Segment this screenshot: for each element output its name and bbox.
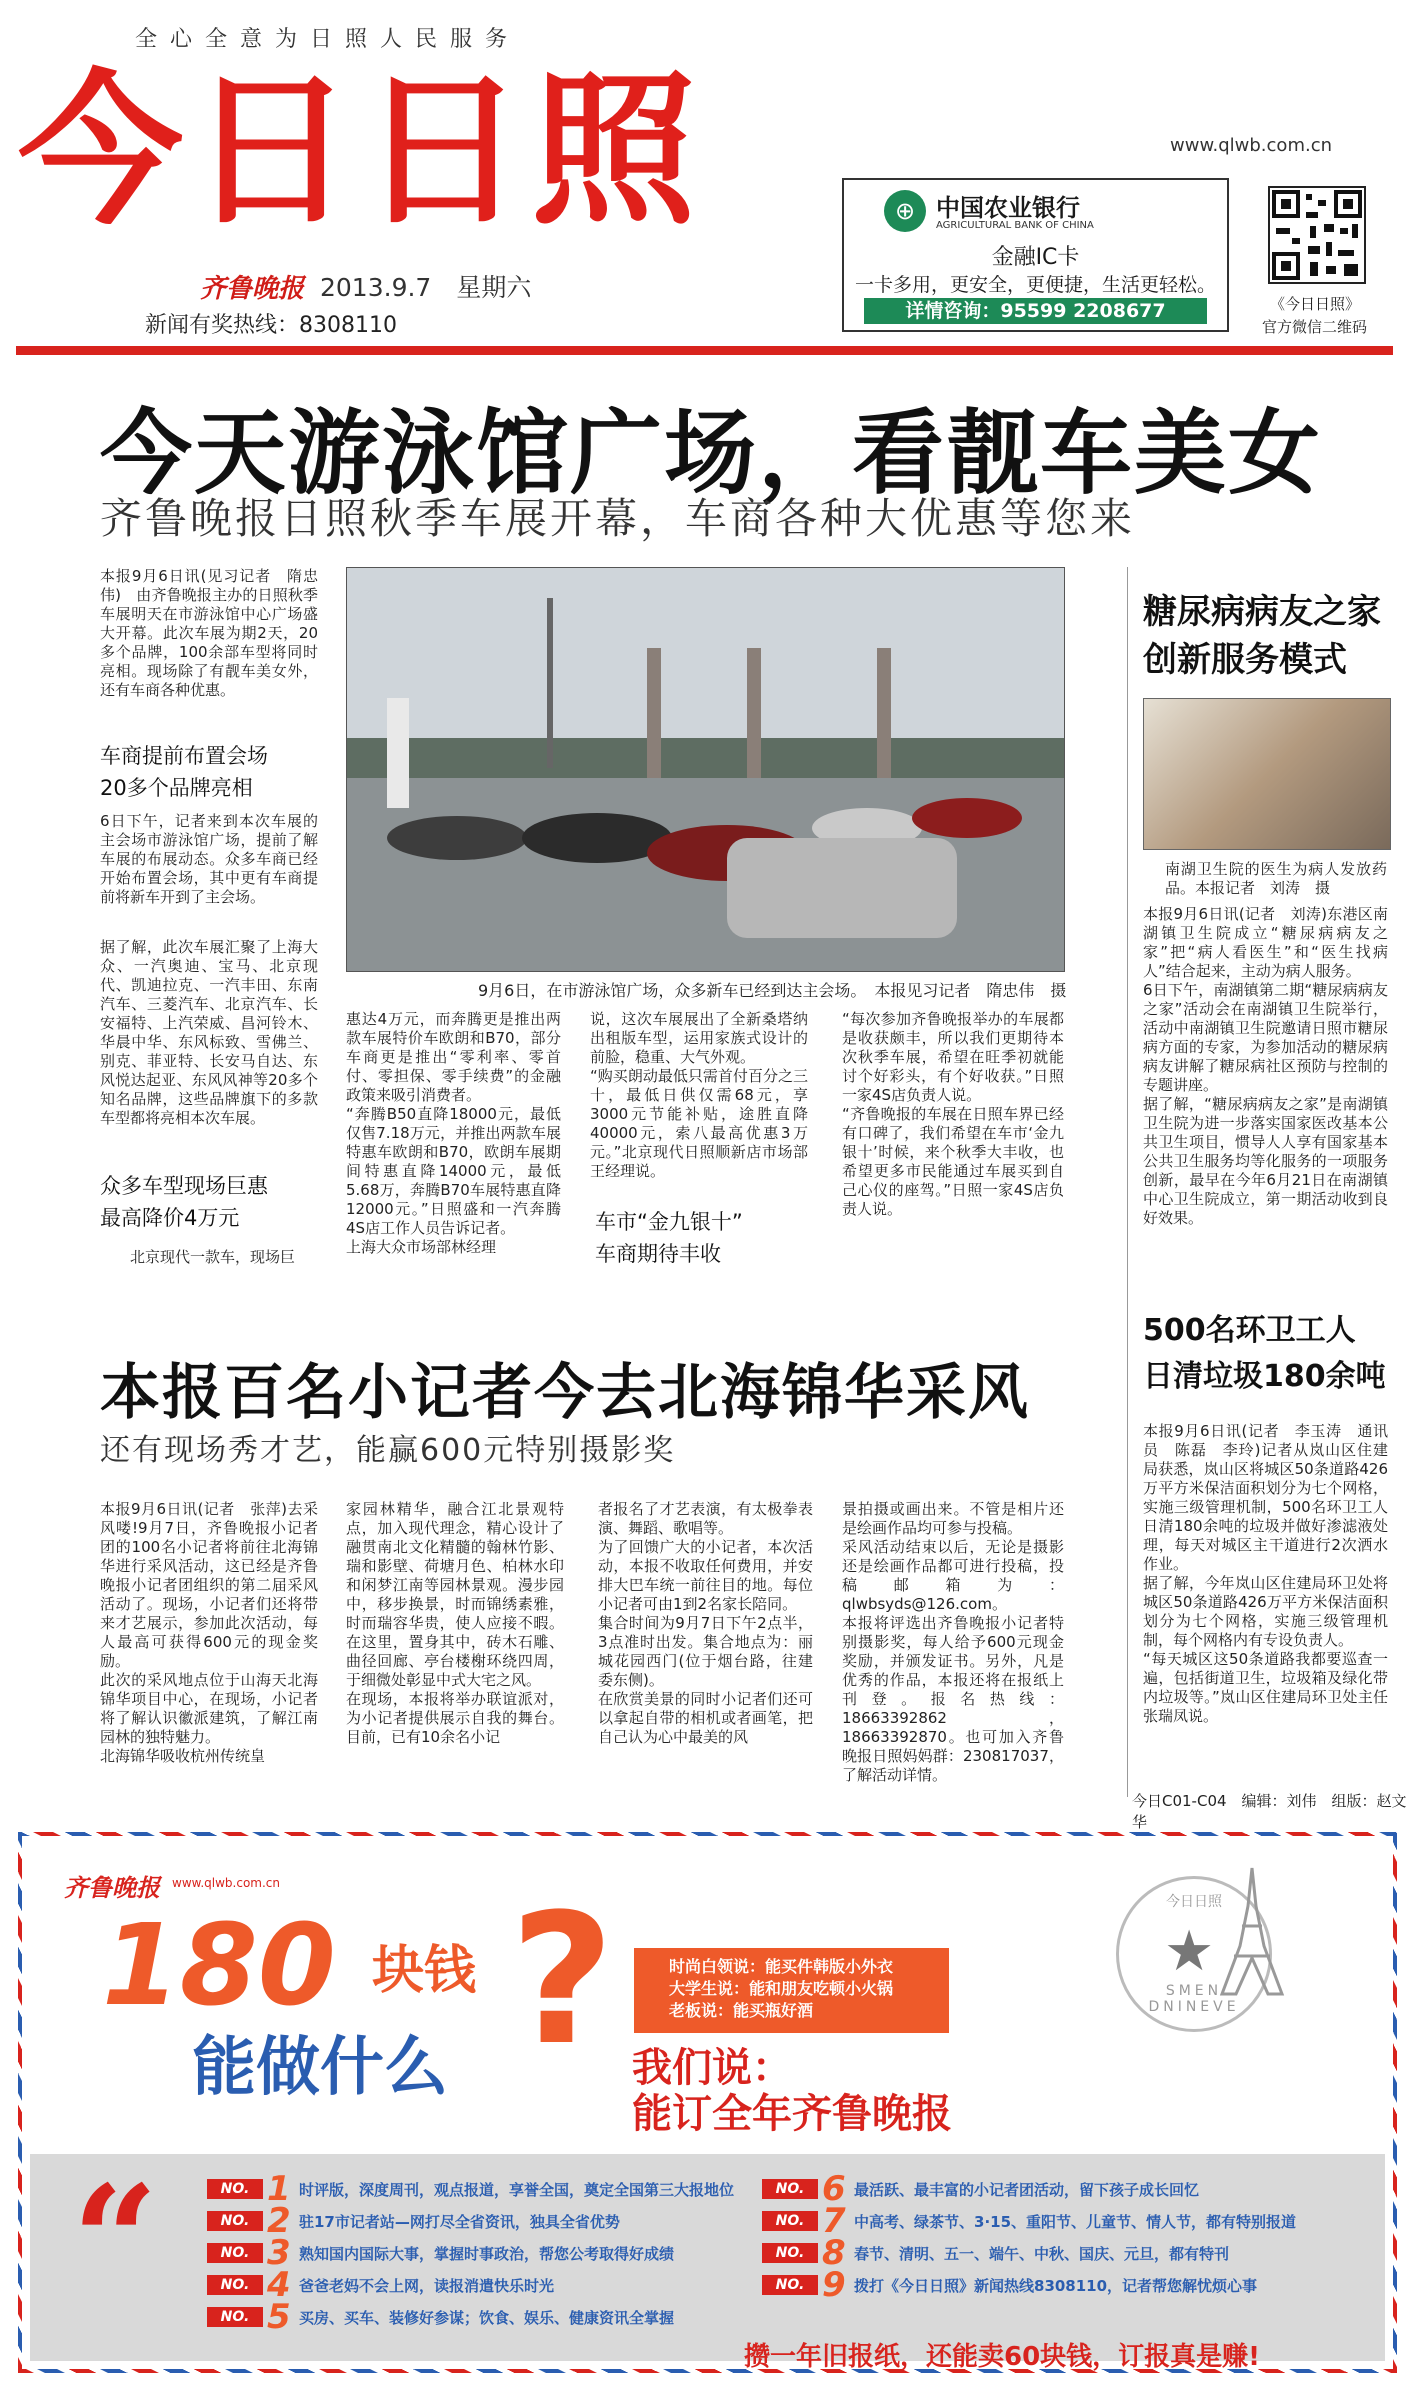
ad-logo: 齐鲁晚报 [64,1874,160,1902]
benefit-item [762,2169,1200,2209]
benefit-num: 7 [822,2201,846,2241]
star-icon: ★ [1164,1919,1215,1984]
benefit-text: 熟知国内国际大事，掌握时事政治，帮您公考取得好成绩 [299,2244,675,2263]
side2-body: 本报9月6日讯(记者 李玉涛 通讯员 陈磊 李玲)记者从岚山区住建局获悉，岚山区将城区50条道路426万平方米保洁面积划分为七个网格，实施三级管理机制，500名环卫工人日清180余吨的垃圾并做好渗滤液处理，每天对城区主干道进行2次洒水作业。 据了解，今年岚山区住建局环卫处将城区50条道路426万平方米保洁面积划分为七个网格，实施三级管理机制，每个网格内有专设负责人。 “每天城区这50条道路我都要巡查一遍，包括街道卫生，垃圾箱及绿化带内垃圾等。”岚山区住建局环卫处主任张瑞凤说。 [1143,1422,1388,1725]
side1-body: 本报9月6日讯(记者 刘涛)东港区南湖镇卫生院成立“糖尿病病友之家”把“病人看医生”和“医生找病人”结合起来，主动为病人服务。 6日下午，南湖镇第二期“糖尿病病友之家”活动会在南湖镇卫生院举行，活动中南湖镇卫生院邀请日照市糖尿病方面的专家，为参加活动的糖尿病病友讲解了糖尿病社区预防与控制的专题讲座。 据了解，“糖尿病病友之家”是南湖镇卫生院为进一步落实国家医改基本公共卫生项目，惯导人人享有国家基本公共卫生服务均等化服务的一项服务创新，最早在今年6月21日在南湖镇中心卫生院成立，第一期活动收到良好效果。 [1143,905,1388,1227]
bank-ad [842,178,1229,332]
bank-card: 金融IC卡 [991,245,1080,270]
benefit-num: 8 [822,2233,846,2273]
ad-unit: 块钱 [372,1941,477,2001]
stamp-bottom-text: SMEN DNINEVE [1148,1983,1240,2015]
story1-lead: 本报9月6日讯(见习记者 隋忠伟) 由齐鲁晚报主办的日照秋季车展明天在市游泳馆中心广场盛大开幕。此次车展为期2天，20多个品牌，100余部车型将同时亮相。现场除了有靓车美女外，还有车商各种优惠。 [100,567,318,699]
benefit-text: 最活跃、最丰富的小记者团活动，留下孩子成长回忆 [854,2180,1200,2199]
benefit-item [762,2233,1230,2273]
story1-body1: 6日下午，记者来到本次车展的主会场市游泳馆广场，提前了解车展的布展动态。众多车商已经开始布置会场，其中更有车商提前将新车开到了主会场。 [100,812,318,906]
subscription-ad [18,1832,1397,2373]
benefit-num: 6 [822,2169,846,2209]
qr-caption-desc: 官方微信二维码 [1262,318,1368,336]
subtitle-line: 20多个品牌亮相 [100,776,253,800]
subtitle-line: 车市“金九银十” [595,1210,743,1234]
benefit-num: 2 [267,2201,291,2241]
benefit-num: 4 [267,2265,291,2305]
ad-question: 能做什么 [192,2031,448,2105]
bank-slogan: 一卡多用，更安全，更便捷，生活更轻松。 [854,274,1216,296]
qr-code-icon [1268,186,1366,284]
benefit-tag: NO. [207,2243,263,2263]
benefit-item [762,2265,1258,2305]
benefit-item [207,2201,620,2241]
issue-date: 2013.9.7 星期六 [320,273,532,302]
benefit-item [207,2233,675,2273]
story1-subtitle1 [100,740,320,804]
ad-quotes-box [634,1948,949,2033]
side-title-line: 日清垃圾180余吨 [1143,1359,1386,1394]
question-mark-icon: ? [510,1876,615,2085]
subtitle-line: 最高降价4万元 [100,1206,240,1230]
bank-name-en: AGRICULTURAL BANK OF CHINA [936,220,1094,231]
stamp-top-text: 今日日照 [1166,1894,1222,1910]
masthead-slogan: 全心全意为日照人民服务 [135,27,521,52]
ad-amount: 180 [102,1901,336,2031]
subtitle-line: 车商期待丰收 [595,1242,721,1266]
benefit-tag: NO. [762,2243,818,2263]
benefit-text: 爸爸老妈不会上网，读报消遣快乐时光 [299,2276,555,2295]
side1-photo-caption: 南湖卫生院的医生为病人发放药品。本报记者 刘涛 摄 [1165,860,1387,897]
benefit-tag: NO. [207,2275,263,2295]
story2-col3: 者报名了才艺表演，有太极拳表演、舞蹈、歌唱等。 为了回馈广大的小记者，本次活动，本报不收取任何费用，并安排大巴车统一前往目的地。每位小记者可由1到2名家长陪同。 集合时间为9月7日下午2点半，3点准时出发。集合地点为：丽城花园西门(位于烟台路，往建委东侧)。 在欣赏美景的同时小记者们还可以拿起自带的相机或者画笔，把自己认为心中最美的风 [598,1500,813,1746]
site-url[interactable]: www.qlwb.com.cn [1170,135,1332,156]
story2-subhead: 还有现场秀才艺，能赢600元特别摄影奖 [100,1433,676,1468]
ad-footer-slogan: 攒一年旧报纸，还能卖60块钱，订报真是赚! [744,2342,1261,2372]
column-divider [1127,567,1128,1797]
benefit-num: 3 [267,2233,291,2273]
benefit-tag: NO. [762,2211,818,2231]
benefit-tag: NO. [207,2211,263,2231]
bank-logo-icon: ⊕ [884,190,926,232]
ad-quote-line: 老板说：能买瓶好酒 [669,2001,814,2020]
clinic-photo [1143,698,1391,850]
benefit-text: 中高考、绿茶节、3·15、重阳节、儿童节、情人节，都有特别报道 [854,2212,1297,2231]
story1-col2: 惠达4万元，而奔腾更是推出两款车展特价车欧朗和B70，部分车商更是推出“零利率、零首付、零担保、零手续费”的金融政策来吸引消费者。 “奔腾B50直降18000元，最低仅售7.18万元，并推出两款车展特惠车欧朗和B70，欧朗车展期间特惠直降14000元，最低5.68万，奔腾B70车展特惠直降12000元。”日照盛和一汽奔腾4S店工作人员告诉记者。 上海大众市场部林经理 [346,1010,561,1256]
benefit-text: 驻17市记者站—网打尽全省资讯，独具全省优势 [299,2212,620,2231]
benefit-num: 9 [822,2265,846,2305]
subtitle-line: 众多车型现场巨惠 [100,1174,268,1198]
ad-quote-line: 时尚白领说：能买件韩版小外衣 [669,1957,894,1976]
story1-col4: “每次参加齐鲁晚报举办的车展都是收获颇丰，所以我们更期待本次秋季车展，希望在旺季初就能讨个好彩头，有个好收获。”日照一家4S店负责人说。 “齐鲁晚报的车展在日照车界已经有口碑了，我们希望在车市‘金九银十’时候，来个秋季大丰收，也希望更多市民能通过车展买到自己心仪的座驾。”日照一家4S店负责人说。 [842,1010,1064,1218]
benefit-text: 买房、买车、装修好参谋；饮食、娱乐、健康资讯全掌握 [299,2308,675,2327]
story1-body3: 北京现代一款车，现场巨 [130,1248,296,1266]
benefit-num: 5 [267,2297,291,2337]
side2-title [1143,1308,1386,1400]
story2-col1: 本报9月6日讯(记者 张萍)去采风喽!9月7日，齐鲁晚报小记者团的100名小记者将前往北海锦华进行采风活动，这已经是齐鲁晚报小记者团组织的第二届采风活动了。现场，小记者们还将带来才艺展示，参加此次活动，每人最高可获得600元的现金奖励。 此次的采风地点位于山海天北海锦华项目中心，在现场，小记者将了解认识徽派建筑，了解江南园林的独特魅力。 北海锦华吸收杭州传统皇 [100,1500,318,1765]
benefit-num: 1 [267,2169,291,2209]
story1-col3: 说，这次车展展出了全新桑塔纳出租版车型，运用家族式设计的前脸，稳重、大气外观。 “购买朗动最低只需首付百分之三十，最低日供仅需68元，享3000元节能补贴，途胜直降40000元，索八最高优惠3万元。”北京现代日照顺新店市场部王经理说。 [590,1010,808,1180]
benefit-text: 拨打《今日日照》新闻热线8308110，记者帮您解忧烦心事 [854,2276,1258,2295]
bank-tel: 详情咨询：95599 2208677 [864,298,1207,324]
side-title-line: 500名环卫工人 [1143,1313,1356,1348]
eiffel-tower-icon [1212,1866,1292,2022]
benefit-item [207,2297,675,2337]
page-credit: 今日C01-C04 编辑：刘伟 组版：赵文华 [1132,1792,1407,1831]
car-show-photo [346,567,1065,972]
side1-title [1143,588,1381,684]
header-divider [16,346,1393,355]
story1-body2: 据了解，此次车展汇聚了上海大众、一汽奥迪、宝马、北京现代、凯迪拉克、一汽丰田、东南汽车、三菱汽车、北京汽车、长安福特、上汽荣威、昌河铃木、华晨中华、东风标致、雪佛兰、别克、菲亚特、长安马自达、东风悦达起亚、东风风神等20多个知名品牌，这些品牌旗下的多款车型都将亮相本次车展。 [100,938,318,1127]
story2-col4: 景拍摄或画出来。不管是相片还是绘画作品均可参与投稿。 采风活动结束以后，无论是摄影还是绘画作品都可进行投稿，投稿邮箱为：qlwbsyds@126.com。 本报将评选出齐鲁晚报小记者特别摄影奖，每人给予600元现金奖励，并颁发证书。另外，凡是优秀的作品，本报还将在报纸上刊登。报名热线：18663392862，18663392870。也可加入齐鲁晚报日照妈妈群：230817037，了解活动详情。 [842,1500,1064,1784]
story1-subtitle3 [595,1206,810,1270]
benefit-tag: NO. [207,2179,263,2199]
benefit-tag: NO. [207,2307,263,2327]
benefit-tag: NO. [762,2179,818,2199]
story2-headline: 本报百名小记者今去北海锦华采风 [100,1358,1030,1428]
benefit-item [207,2169,735,2209]
benefit-tag: NO. [762,2275,818,2295]
story1-headline: 今天游泳馆广场，看靓车美女 [100,400,1323,507]
benefit-item [762,2201,1297,2241]
ad-we-say-text: 能订全年齐鲁晚报 [632,2091,952,2137]
story1-subtitle2 [100,1170,320,1234]
story2-col2: 家园林精华，融合江北景观特点，加入现代理念，精心设计了融贯南北文化精髓的翰林竹影、瑞和影壁、荷塘月色、柏林水印和闲梦江南等园林景观。漫步园中，移步换景，时而锦绣素雅，时而瑞容华贵，使人应接不暇。在这里，置身其中，砖木石雕、曲径回廊、亭台楼榭环绕四周，于细微处彰显中式大宅之风。 在现场，本报将举办联谊派对，为小记者提供展示自我的舞台。目前，已有10余名小记 [346,1500,564,1746]
qr-caption-title: 《今日日照》 [1270,295,1361,313]
masthead-title: 今日日照 [18,53,702,247]
side-title-line: 创新服务模式 [1143,640,1347,680]
side-title-line: 糖尿病病友之家 [1143,592,1381,632]
story1-subhead: 齐鲁晚报日照秋季车展开幕，车商各种大优惠等您来 [100,494,1136,543]
benefit-text: 春节、清明、五一、端午、中秋、国庆、元旦，都有特刊 [854,2244,1230,2263]
bank-name: 中国农业银行 [936,194,1080,222]
benefit-text: 时评版，深度周刊，观点报道，享誉全国，奠定全国第三大报地位 [299,2180,735,2199]
brand-logo-text: 齐鲁晚报 [200,274,305,304]
ad-logo-url: www.qlwb.com.cn [172,1876,280,1890]
ad-we-say: 我们说： [632,2045,792,2091]
benefit-item [207,2265,555,2305]
quote-mark-icon: “ [72,2153,159,2329]
subtitle-line: 车商提前布置会场 [100,744,268,768]
car-photo-caption: 9月6日，在市游泳馆广场，众多新车已经到达主会场。 本报见习记者 隋忠伟 摄 [478,981,1067,1000]
news-hotline: 新闻有奖热线：8308110 [145,313,397,338]
ad-quote-line: 大学生说：能和朋友吃顿小火锅 [669,1979,894,1998]
